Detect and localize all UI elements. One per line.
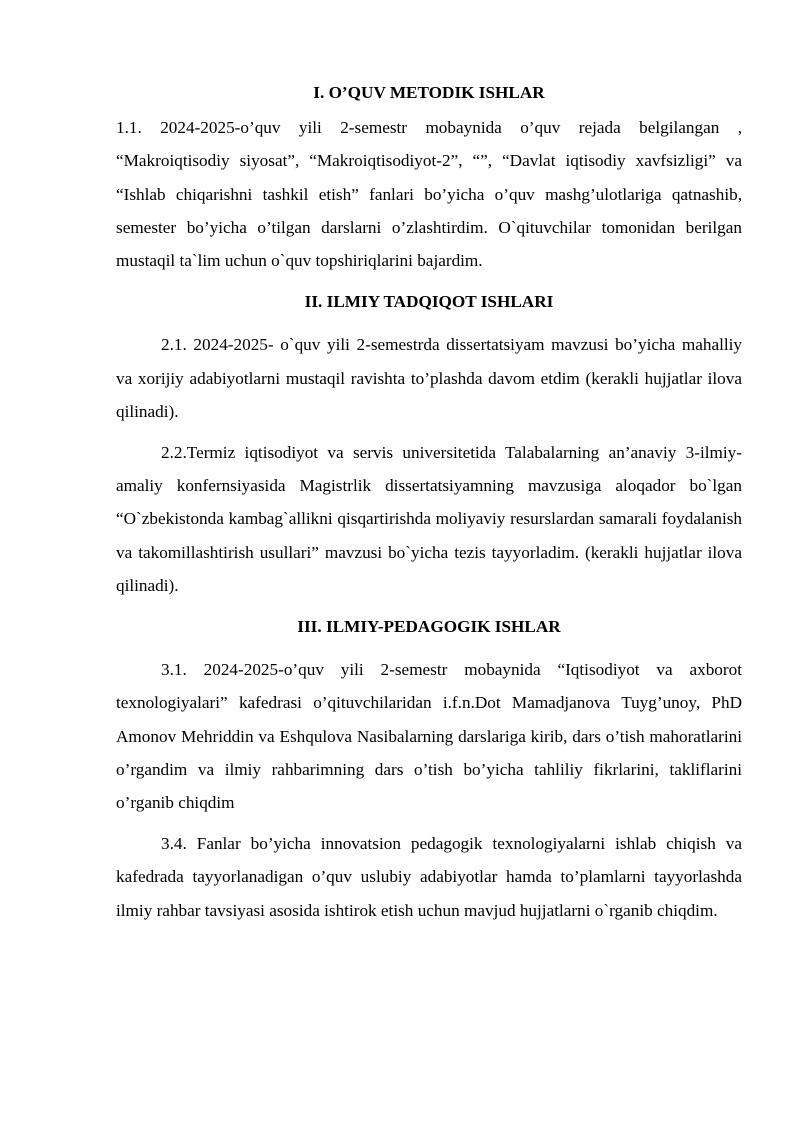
paragraph-1-1: 1.1. 2024-2025-o’quv yili 2-semestr mobaynida o’quv rejada belgilangan , “Makroiqtisodiy siyosat”, “Makroiqtisodiyot-2”, “”, “Davlat iqtisodiy xavfsizligi” va “Ishlab chiqarishni tashkil etish” fanlari bo’yicha o’quv mashg’ulotlariga qatnashib, semester bo’yicha o’tilgan darslarni o’zlashtirdim. O`qituvchilar tomonidan berilgan mustaqil ta`lim uchun o`quv topshiriqlarini bajardim. [116,118,742,271]
spacer [116,819,742,827]
paragraph-3-1: 3.1. 2024-2025-o’quv yili 2-semestr mobaynida “Iqtisodiyot va axborot texnologiyalari” kafedrasi o’qituvchilaridan i.f.n.Dot Mamadjanova Tuyg’unoy, PhD Amonov Mehriddin va Eshqulova Nasibalarning darslariga kirib, dars o’tish mahoratlarini o’rgandim va ilmiy rahbarimning dars o’tish bo’yicha tahliliy fikrlarini, takliflarini o’rganib chiqdim [116,660,742,813]
section-heading-oquv-metodik: I. O’QUV METODIK ISHLAR [313,83,545,102]
paragraph-3-4: 3.4. Fanlar bo’yicha innovatsion pedagogik texnologiyalarni ishlab chiqish va kafedrada tayyorlanadigan o’quv uslubiy adabiyotlar hamda to’plamlarni tayyorlashda ilmiy rahbar tavsiyasi asosida ishtirok etish uchun mavjud hujjatlarni o`rganib chiqdim. [116,834,742,920]
spacer [116,277,742,285]
section-heading-ilmiy-tadqiqot: II. ILMIY TADQIQOT ISHLARI [304,292,554,312]
section-heading-ilmiy-pedagogik: III. ILMIY-PEDAGOGIK ISHLAR [297,617,561,637]
paragraph-2-1: 2.1. 2024-2025- o`quv yili 2-semestrda dissertatsiyam mavzusi bo’yicha mahalliy va xorijiy adabiyotlarni mustaqil ravishta to’plashda davom etdim (kerakli hujjatlar ilova qilinadi). [116,335,742,421]
spacer [116,645,742,653]
document-page [116,76,742,927]
paragraph-2-2: 2.2.Termiz iqtisodiyot va servis universitetida Talabalarning an’anaviy 3-ilmiy-amaliy konfernsiyasida Magistrlik dissertatsiyamning mavzusiga aloqador bo`lgan “O`zbekistonda kambag`allikni qisqartirishda moliyaviy resurslardan samarali foydalanish va takomillashtirish usullari” mavzusi bo`yicha tezis tayyorladim. (kerakli hujjatlar ilova qilinadi). [116,443,742,595]
spacer [116,428,742,436]
spacer [116,602,742,610]
spacer [116,320,742,328]
